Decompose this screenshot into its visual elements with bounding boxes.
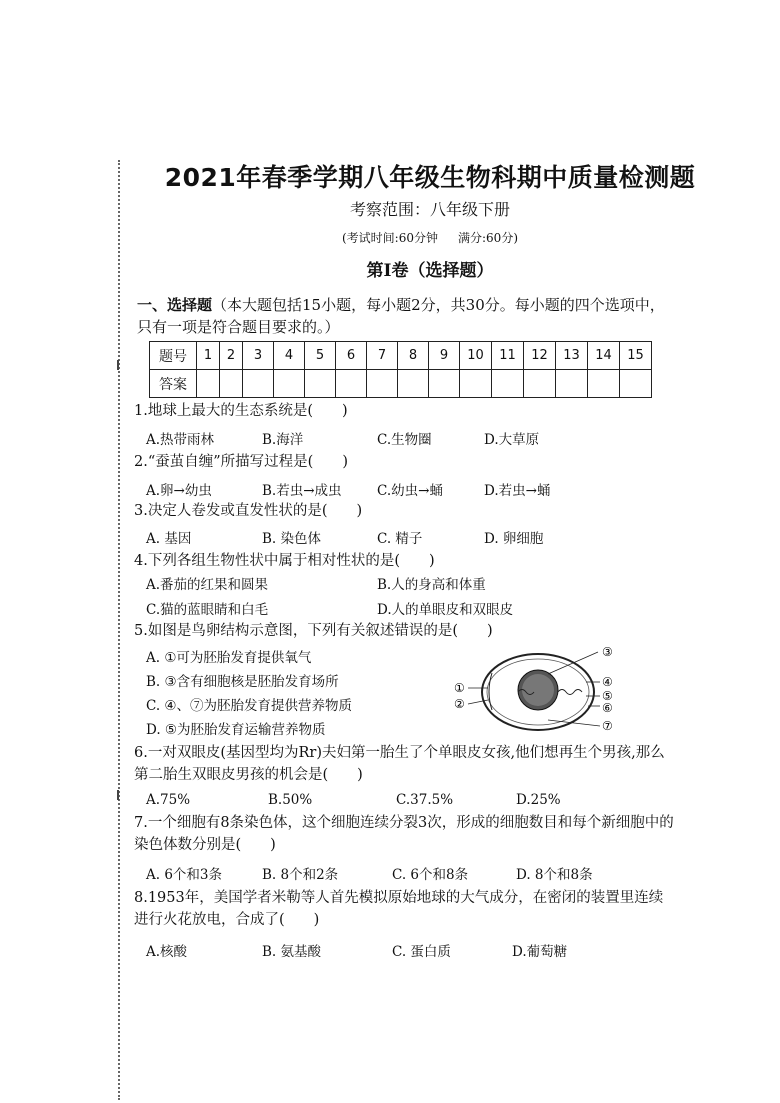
question-7-option-c: C. 6个和8条: [392, 867, 469, 883]
volume-heading: 第Ⅰ卷（选择题）: [366, 261, 494, 281]
question-1-option-b: B.海洋: [262, 432, 304, 448]
answer-cell: [429, 370, 460, 398]
answer-number: 15: [620, 342, 652, 370]
question-5-stem: 5.如图是鸟卵结构示意图，下列有关叙述错误的是( ): [134, 623, 493, 639]
answer-cell: [398, 370, 429, 398]
answer-number: 3: [243, 342, 274, 370]
diagram-label-6: ⑥: [602, 701, 613, 715]
question-6-option-a: A.75%: [146, 792, 191, 808]
answer-number: 9: [429, 342, 460, 370]
section-label: 一、选择题: [137, 296, 213, 314]
answer-cell: [556, 370, 588, 398]
answer-table-row-label: 答案: [150, 370, 197, 398]
question-1-option-d: D.大草原: [484, 432, 540, 448]
margin-tick: [117, 790, 119, 800]
answer-table-answer-row: [150, 370, 652, 398]
exam-time-score: [120, 229, 740, 246]
binding-margin-line: [118, 160, 120, 1100]
answer-number: 4: [274, 342, 305, 370]
question-1-option-a: A.热带雨林: [146, 432, 215, 448]
question-5-option-d: D. ⑤为胚胎发育运输营养物质: [146, 722, 326, 738]
question-5-option-a: A. ①可为胚胎发育提供氧气: [146, 650, 312, 666]
section-text: （本大题包括15小题，每小题2分，共30分。每小题的四个选项中，只有一项是符合题目要求的。）: [137, 296, 665, 336]
answer-table-number-row: [150, 342, 652, 370]
question-6-option-c: C.37.5%: [396, 792, 454, 808]
answer-cell: [197, 370, 220, 398]
question-5-option-b: B. ③含有细胞核是胚胎发育场所: [146, 674, 339, 690]
answer-cell: [305, 370, 336, 398]
question-5-option-c: C. ④、⑦为胚胎发育提供营养物质: [146, 698, 353, 714]
question-7-stem: 7.一个细胞有8条染色体，这个细胞连续分裂3次，形成的细胞数目和每个新细胞中的染色体数分别是( ): [134, 815, 674, 853]
question-1-stem: 1.地球上最大的生态系统是( ): [134, 403, 348, 419]
answer-number: 2: [220, 342, 243, 370]
question-8-stem: 8.1953年，美国学者米勒等人首先模拟原始地球的大气成分，在密闭的装置里连续进行火花放电，合成了( ): [134, 890, 664, 928]
answer-table: [149, 341, 652, 398]
question-6-option-d: D.25%: [516, 792, 561, 808]
question-8-option-d: D.葡萄糖: [512, 944, 568, 960]
diagram-label-4: ④: [602, 675, 613, 689]
question-7-option-a: A. 6个和3条: [146, 867, 223, 883]
answer-cell: [274, 370, 305, 398]
question-3-stem: 3.决定人卷发或直发性状的是( ): [134, 503, 363, 519]
answer-cell: [367, 370, 398, 398]
answer-number: 10: [460, 342, 492, 370]
diagram-label-2: ②: [454, 697, 465, 711]
answer-number: 8: [398, 342, 429, 370]
answer-cell: [620, 370, 652, 398]
exam-scope: 考察范围：八年级下册: [349, 200, 510, 219]
question-6-option-b: B.50%: [268, 792, 313, 808]
question-2-option-d: D.若虫→蛹: [484, 483, 551, 499]
answer-cell: [524, 370, 556, 398]
question-3-option-b: B. 染色体: [262, 531, 322, 547]
question-8-option-a: A.核酸: [146, 944, 188, 960]
diagram-label-5: ⑤: [602, 689, 613, 703]
section-instructions: [137, 294, 667, 338]
answer-table-row-label: 题号: [150, 342, 197, 370]
question-2-option-c: C.幼虫→蛹: [377, 483, 443, 499]
question-4-option-c: C.猫的蓝眼睛和白毛: [146, 602, 269, 618]
question-2-stem: 2.“蚕茧自缠”所描写过程是( ): [134, 454, 348, 470]
answer-number: 14: [588, 342, 620, 370]
answer-number: 11: [492, 342, 524, 370]
question-1-option-c: C.生物圈: [377, 432, 432, 448]
answer-number: 6: [336, 342, 367, 370]
question-8-option-c: C. 蛋白质: [392, 944, 451, 960]
question-2-option-a: A.卵→幼虫: [146, 483, 212, 499]
diagram-label-3: ③: [602, 645, 613, 659]
answer-cell: [243, 370, 274, 398]
diagram-label-7: ⑦: [602, 719, 613, 733]
question-2-option-b: B.若虫→成虫: [262, 483, 342, 499]
question-3-option-a: A. 基因: [146, 531, 192, 547]
answer-cell: [336, 370, 367, 398]
answer-cell: [588, 370, 620, 398]
answer-number: 1: [197, 342, 220, 370]
answer-cell: [460, 370, 492, 398]
margin-tick: [117, 360, 119, 370]
question-3-option-d: D. 卵细胞: [484, 531, 544, 547]
answer-cell: [492, 370, 524, 398]
answer-cell: [220, 370, 243, 398]
diagram-label-1: ①: [454, 681, 465, 695]
answer-number: 5: [305, 342, 336, 370]
bird-egg-diagram: [448, 640, 628, 740]
question-3-option-c: C. 精子: [377, 531, 423, 547]
exam-title: 2021年春季学期八年级生物科期中质量检测题: [164, 163, 696, 192]
question-6-stem: 6.一对双眼皮(基因型均为Rr)夫妇第一胎生了个单眼皮女孩,他们想再生个男孩,那么第二胎生双眼皮男孩的机会是( ): [134, 745, 665, 783]
yolk-inner: [522, 674, 554, 706]
question-4-stem: 4.下列各组生物性状中属于相对性状的是( ): [134, 553, 435, 569]
exam-score: 满分:60分): [458, 231, 518, 245]
answer-number: 7: [367, 342, 398, 370]
question-7-option-d: D. 8个和8条: [516, 867, 593, 883]
answer-number: 12: [524, 342, 556, 370]
question-8-option-b: B. 氨基酸: [262, 944, 322, 960]
question-4-option-b: B.人的身高和体重: [377, 577, 486, 593]
question-7-option-b: B. 8个和2条: [262, 867, 339, 883]
exam-time: (考试时间:60分钟: [342, 231, 438, 245]
answer-number: 13: [556, 342, 588, 370]
question-4-option-d: D.人的单眼皮和双眼皮: [377, 602, 514, 618]
question-4-option-a: A.番茄的红果和圆果: [146, 577, 269, 593]
